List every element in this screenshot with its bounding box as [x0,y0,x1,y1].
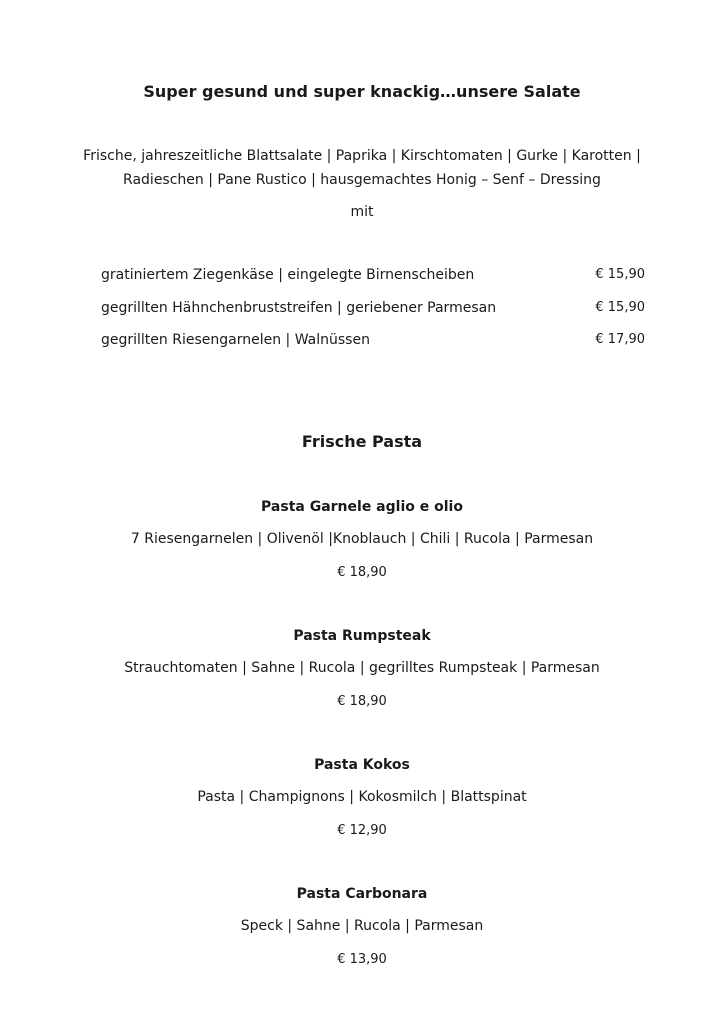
dish-name: Pasta Carbonara [296,886,428,902]
salad-option-label: gegrillten Hähnchenbruststreifen | geriebener Parmesan [101,300,497,316]
salad-option-price: € 15,90 [595,267,645,282]
salad-option-label: gegrillten Riesengarnelen | Walnüssen [101,332,370,348]
salads-title: Super gesund und super knackig…unsere Salate [143,82,581,101]
dish-ingredients: Speck | Sahne | Rucola | Parmesan [240,918,484,934]
salads-description-line1: Frische, jahreszeitliche Blattsalate | Paprika | Kirschtomaten | Gurke | Karotten | [83,148,641,164]
dish-name: Pasta Kokos [314,757,410,773]
salad-option-label: gratiniertem Ziegenkäse | eingelegte Birnenscheiben [101,267,475,283]
dish-name: Pasta Garnele aglio e olio [261,499,463,515]
dish-ingredients: Pasta | Champignons | Kokosmilch | Blattspinat [197,789,527,805]
salad-option-row [101,300,645,316]
dish-price: € 12,90 [337,823,387,838]
pasta-title: Frische Pasta [301,432,423,451]
salad-option-price: € 15,90 [595,300,645,315]
salads-connector: mit [350,204,374,220]
dish-price: € 18,90 [337,565,387,580]
dish-ingredients: Strauchtomaten | Sahne | Rucola | gegrilltes Rumpsteak | Parmesan [124,660,600,676]
salads-description-line2: Radieschen | Pane Rustico | hausgemachtes Honig – Senf – Dressing [123,172,601,188]
dish-ingredients: 7 Riesengarnelen | Olivenöl |Knoblauch | Chili | Rucola | Parmesan [130,531,594,547]
salad-option-row [101,267,645,283]
dish-name: Pasta Rumpsteak [293,628,431,644]
salad-option-row [101,332,645,348]
salad-option-price: € 17,90 [595,332,645,347]
dish-price: € 18,90 [337,694,387,709]
dish-price: € 13,90 [337,952,387,967]
